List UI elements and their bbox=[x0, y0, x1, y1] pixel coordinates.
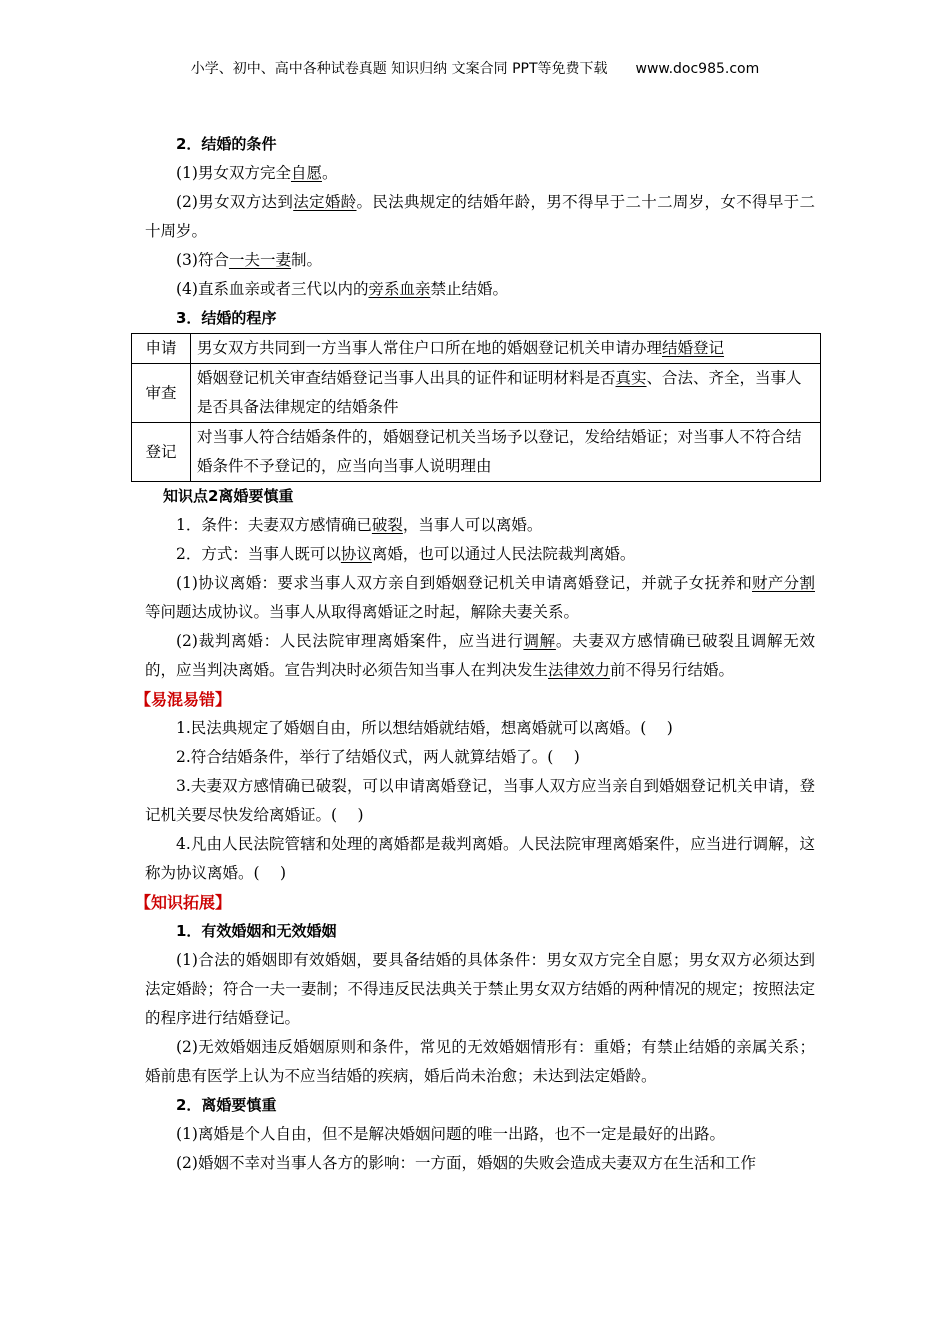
content bbox=[135, 130, 815, 1178]
row-value: 婚姻登记机关审查结婚登记当事人出具的证件和证明材料是否真实、合法、齐全，当事人是否具备法律规定的结婚条件 bbox=[191, 364, 821, 423]
table-row bbox=[132, 423, 821, 482]
procedure-table bbox=[131, 333, 821, 482]
confusion-item: 2.符合结婚条件，举行了结婚仪式，两人就算结婚了。( ) bbox=[176, 748, 580, 766]
divorce-agreement: (1)协议离婚：要求当事人双方亲自到婚姻登记机关申请离婚登记，并就子女抚养和财产分割等问题达成协议。当事人从取得离婚证之时起，解除夫妻关系。 bbox=[145, 574, 815, 621]
table-row bbox=[132, 364, 821, 423]
divorce-judgment: (2)裁判离婚：人民法院审理离婚案件，应当进行调解。夫妻双方感情确已破裂且调解无效的，应当判决离婚。宣告判决时必须告知当事人在判决发生法律效力前不得另行结婚。 bbox=[145, 632, 815, 679]
conditions-title: 2．结婚的条件 bbox=[176, 135, 277, 153]
condition-2: (2)男女双方达到法定婚龄。民法典规定的结婚年龄，男不得早于二十二周岁，女不得早于二十周岁。 bbox=[145, 193, 815, 240]
extension-title-1: 1．有效婚姻和无效婚姻 bbox=[176, 922, 337, 940]
confusion-item: 4.凡由人民法院管辖和处理的离婚都是裁判离婚。人民法院审理离婚案件，应当进行调解，这称为协议离婚。( ) bbox=[145, 835, 815, 882]
divorce-condition: 1．条件：夫妻双方感情确已破裂，当事人可以离婚。 bbox=[176, 516, 543, 534]
header-url[interactable]: www.doc985.com bbox=[635, 61, 760, 77]
extension-title-2: 2．离婚要慎重 bbox=[176, 1096, 277, 1114]
table-row bbox=[132, 334, 821, 364]
divorce-title: 知识点2离婚要慎重 bbox=[163, 487, 294, 505]
divorce-method: 2．方式：当事人既可以协议离婚，也可以通过人民法院裁判离婚。 bbox=[176, 545, 636, 563]
condition-3: (3)符合一夫一妻制。 bbox=[176, 251, 322, 269]
condition-1: (1)男女双方完全自愿。 bbox=[176, 164, 338, 182]
row-value: 对当事人符合结婚条件的，婚姻登记机关当场予以登记，发给结婚证；对当事人不符合结婚条件不予登记的，应当向当事人说明理由 bbox=[191, 423, 821, 482]
extension-paragraph: (2)无效婚姻违反婚姻原则和条件，常见的无效婚姻情形有：重婚；有禁止结婚的亲属关系；婚前患有医学上认为不应当结婚的疾病，婚后尚未治愈；未达到法定婚龄。 bbox=[145, 1038, 815, 1085]
page-header bbox=[0, 58, 950, 78]
header-text: 小学、初中、高中各种试卷真题 知识归纳 文案合同 PPT等免费下载 bbox=[190, 61, 608, 77]
row-key: 登记 bbox=[132, 423, 191, 482]
extension-paragraph: (1)离婚是个人自由，但不是解决婚姻问题的唯一出路，也不一定是最好的出路。 bbox=[176, 1125, 725, 1143]
confusion-item: 3.夫妻双方感情确已破裂，可以申请离婚登记，当事人双方应当亲自到婚姻登记机关申请，登记机关要尽快发给离婚证。( ) bbox=[145, 777, 815, 824]
confusion-heading: 【易混易错】 bbox=[135, 690, 232, 709]
row-key: 审查 bbox=[132, 364, 191, 423]
confusion-item: 1.民法典规定了婚姻自由，所以想结婚就结婚，想离婚就可以离婚。( ) bbox=[176, 719, 673, 737]
extension-heading: 【知识拓展】 bbox=[135, 893, 232, 912]
extension-paragraph: (2)婚姻不幸对当事人各方的影响：一方面，婚姻的失败会造成夫妻双方在生活和工作 bbox=[176, 1154, 756, 1172]
extension-paragraph: (1)合法的婚姻即有效婚姻，要具备结婚的具体条件：男女双方完全自愿；男女双方必须达到法定婚龄；符合一夫一妻制；不得违反民法典关于禁止男女双方结婚的两种情况的规定；按照法定的程序进行结婚登记。 bbox=[145, 951, 815, 1027]
row-key: 申请 bbox=[132, 334, 191, 364]
procedure-title: 3．结婚的程序 bbox=[176, 309, 277, 327]
condition-4: (4)直系血亲或者三代以内的旁系血亲禁止结婚。 bbox=[176, 280, 508, 298]
row-value: 男女双方共同到一方当事人常住户口所在地的婚姻登记机关申请办理结婚登记 bbox=[191, 334, 821, 364]
